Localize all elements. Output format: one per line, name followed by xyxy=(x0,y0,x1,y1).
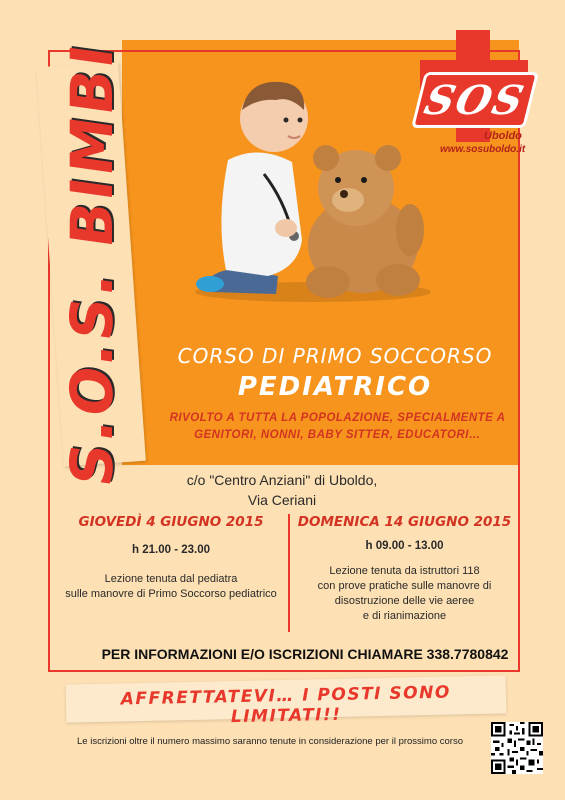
session-1-date: GIOVEDÌ 4 GIUGNO 2015 xyxy=(78,514,264,530)
hurry-text: AFFRETTATEVI… I POSTI SONO LIMITATI!! xyxy=(120,682,452,728)
target-audience xyxy=(150,410,525,444)
child-with-teddy-bear-photo xyxy=(188,70,438,310)
logo-town: Uboldo xyxy=(484,130,522,142)
session-1-desc-line-1: Lezione tenuta dal pediatra xyxy=(104,573,238,585)
course-title: CORSO DI PRIMO SOCCORSO xyxy=(177,344,493,368)
venue xyxy=(152,470,412,510)
session-2-desc-line-1: Lezione tenuta da istruttori 118 xyxy=(329,565,480,577)
title-banner xyxy=(36,37,156,491)
session-2-hours: h 09.00 - 13.00 xyxy=(365,540,444,552)
column-divider xyxy=(288,514,290,632)
session-2-description xyxy=(292,564,517,624)
course-subtitle: PEDIATRICO xyxy=(237,372,433,402)
qr-code[interactable] xyxy=(491,722,543,774)
footer-note: Le iscrizioni oltre il numero massimo saranno tenute in considerazione per il prossimo corso xyxy=(77,736,463,747)
session-2-desc-line-2: con prove pratiche sulle manovre di xyxy=(317,580,492,592)
venue-line-2: Via Ceriani xyxy=(247,492,317,508)
session-2 xyxy=(292,514,517,624)
session-2-desc-line-4: e di rianimazione xyxy=(362,610,447,622)
child xyxy=(196,82,308,294)
logo-url[interactable]: www.sosuboldo.it xyxy=(440,144,526,155)
session-2-date: DOMENICA 14 GIUGNO 2015 xyxy=(297,514,512,530)
session-1-description xyxy=(60,572,282,602)
session-1-hours: h 21.00 - 23.00 xyxy=(132,544,210,556)
target-line-1: RIVOLTO A TUTTA LA POPOLAZIONE, SPECIALMENTE A xyxy=(169,412,506,424)
logo-letters-text: SOS xyxy=(419,76,531,124)
session-1 xyxy=(60,514,282,602)
banner-title: S.O.S. BIMBI xyxy=(58,37,126,491)
teddy-bear xyxy=(306,145,424,298)
venue-line-1: c/o "Centro Anziani" di Uboldo, xyxy=(186,472,378,488)
contact-info: PER INFORMAZIONI E/O ISCRIZIONI CHIAMARE 338.7780842 xyxy=(101,646,509,662)
session-1-desc-line-2: sulle manovre di Primo Soccorso pediatrico xyxy=(65,588,277,600)
session-2-desc-line-3: disostruzione delle vie aeree xyxy=(334,595,475,607)
target-line-2: GENITORI, NONNI, BABY SITTER, EDUCATORI… xyxy=(194,429,481,441)
